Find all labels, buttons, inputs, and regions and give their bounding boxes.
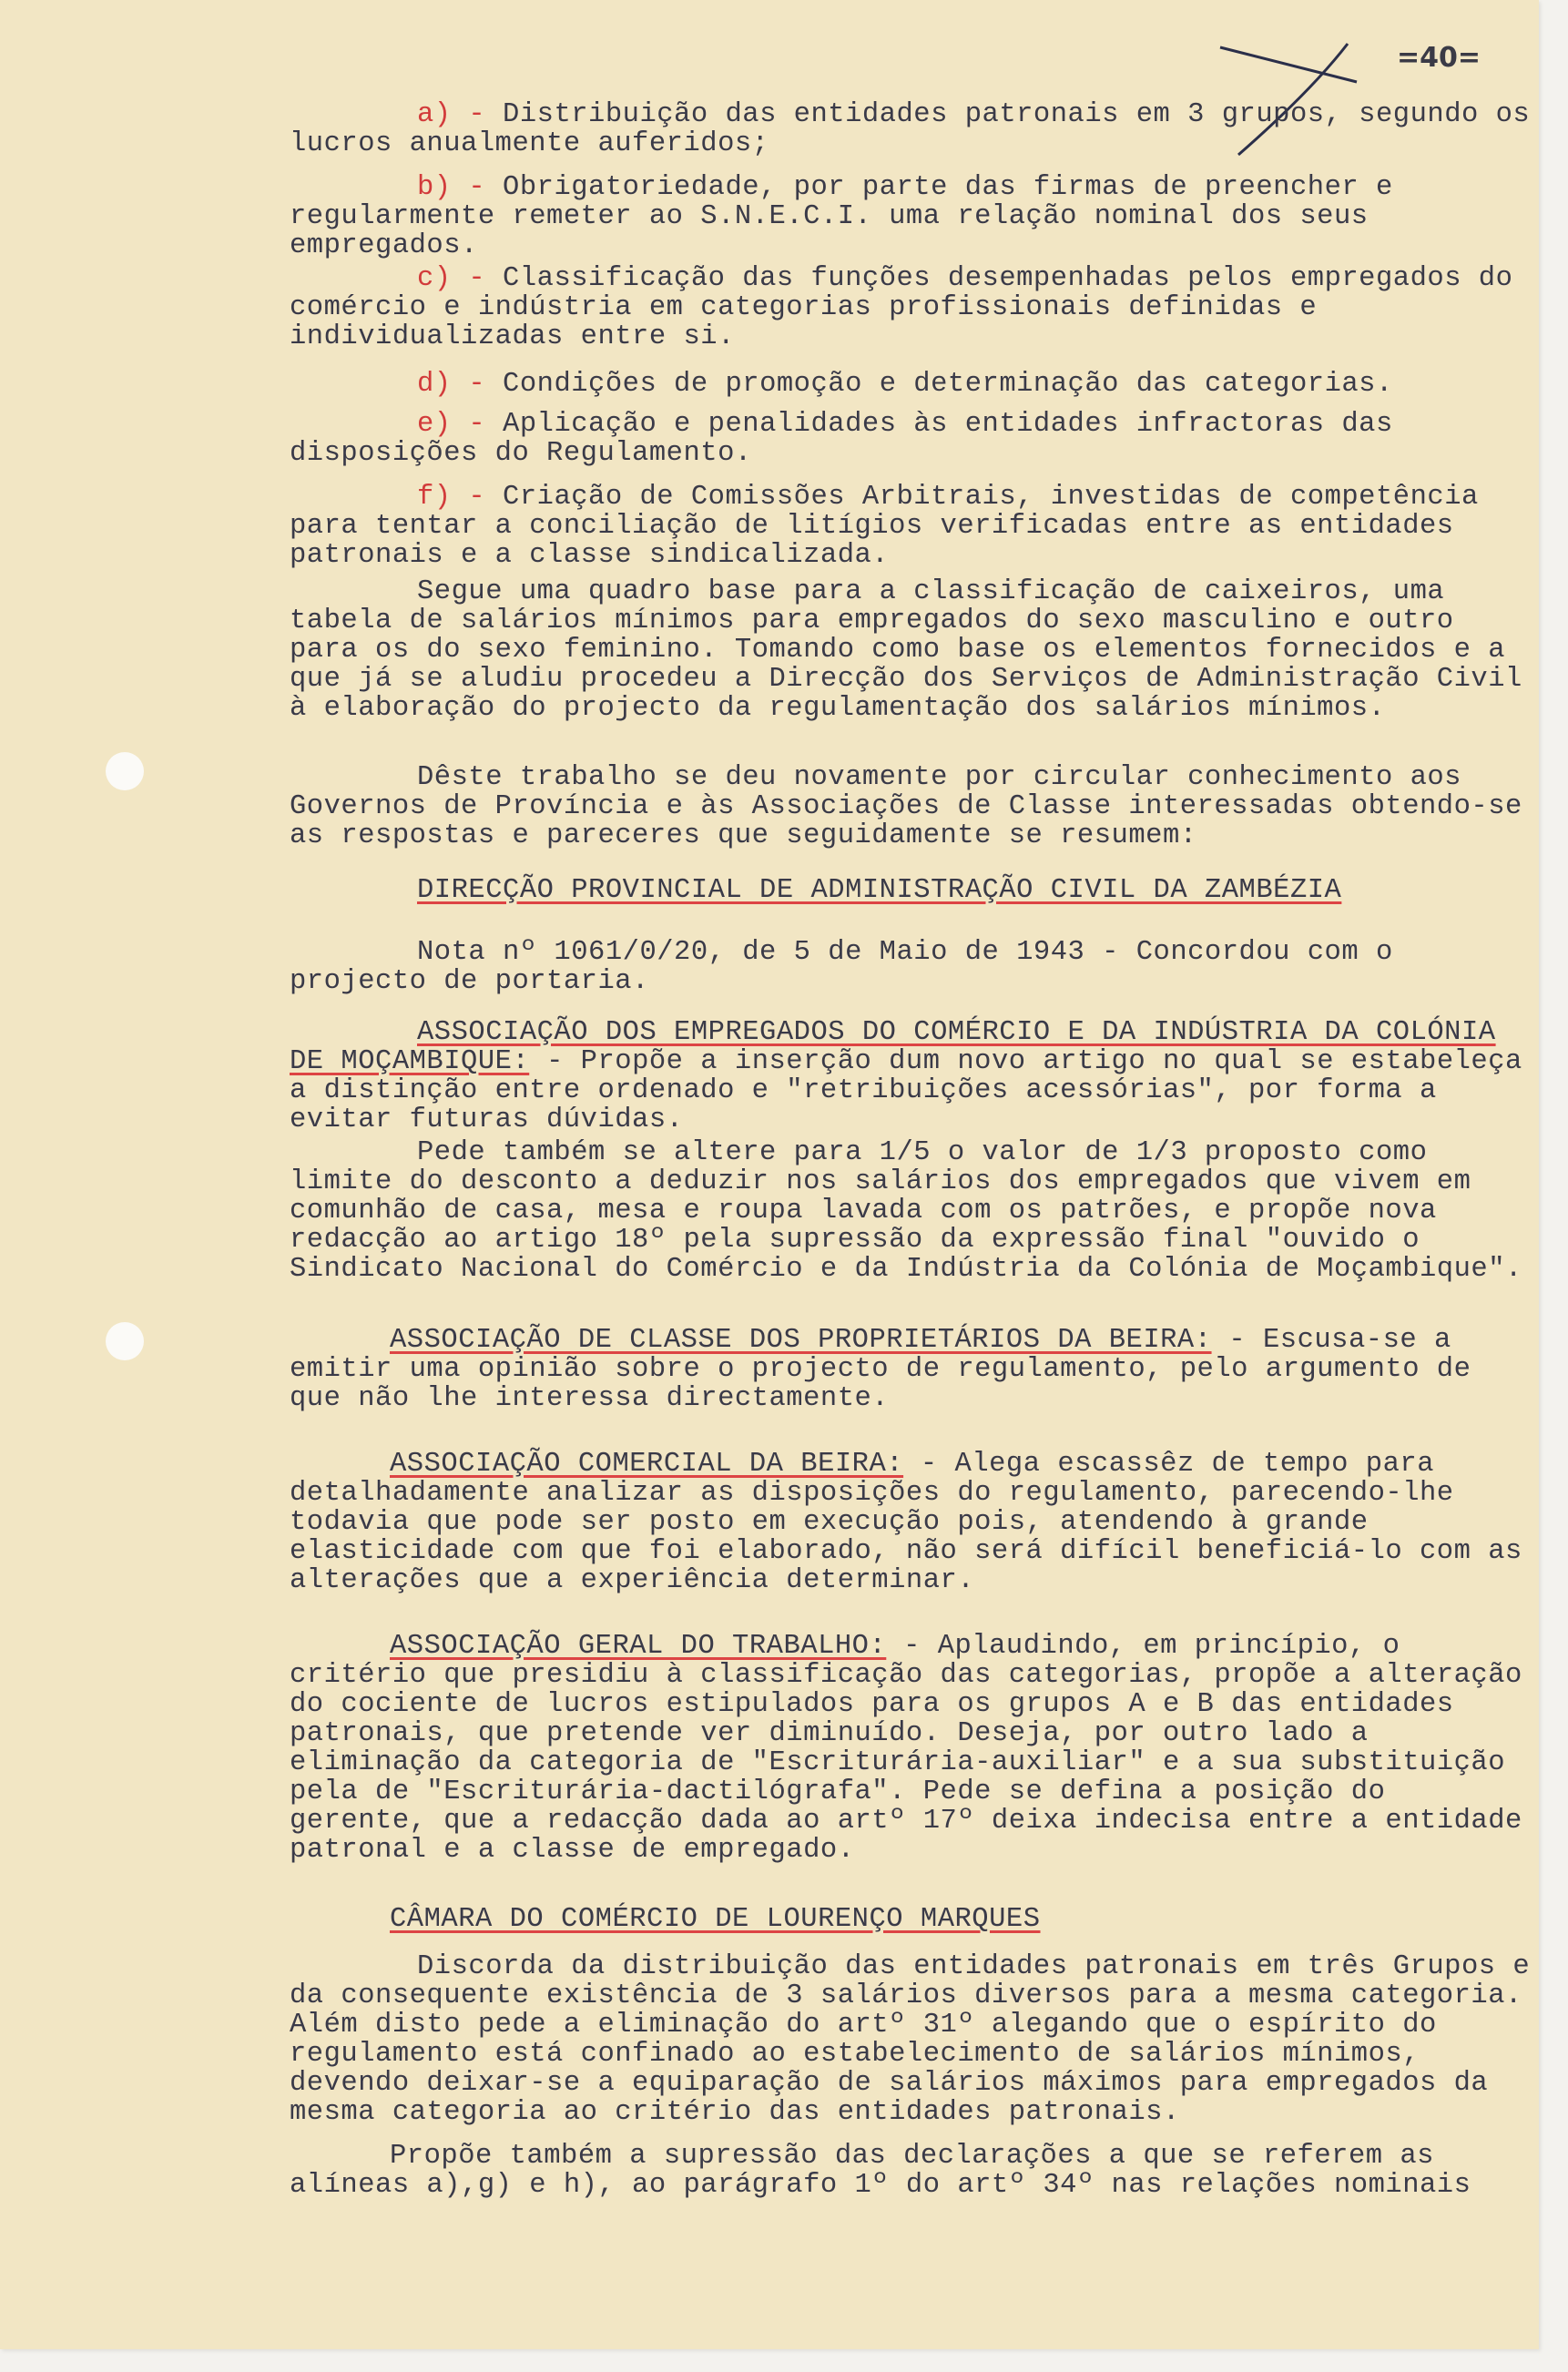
heading-geral: ASSOCIAÇÃO GERAL DO TRABALHO: [390, 1631, 887, 1662]
item-b [290, 173, 1537, 260]
item-f [290, 483, 1537, 570]
section-empregados [290, 1018, 1537, 1135]
item-a [290, 100, 1537, 158]
paragraph-segue: Segue uma quadro base para a classificação de caixeiros, uma tabela de salários mínimos para empregados do sexo masculino e outro para os do sexo feminino. Tomando como base os elementos fornecidos e a que já se aludiu procedeu a Direcção dos Serviços de Administração Civil à elaboração do projecto da regulamentação dos salários mínimos. [290, 576, 1522, 724]
item-a-text: Distribuição das entidades patronais em 3 grupos, segundo os lucros anualmente auferidos; [290, 99, 1531, 159]
punch-hole-top [106, 752, 144, 790]
section-geral [290, 1632, 1537, 1865]
punch-hole-bottom [106, 1322, 144, 1360]
heading-zambezia: DIRECÇÃO PROVINCIAL DE ADMINISTRAÇÃO CIVIL DA ZAMBÉZIA [417, 875, 1342, 906]
paragraph-nota: Nota nº 1061/0/20, de 5 de Maio de 1943 - Concordou com o projecto de portaria. [290, 937, 1393, 997]
heading-comercial: ASSOCIAÇÃO COMERCIAL DA BEIRA: [390, 1449, 904, 1480]
item-e-text: Aplicação e penalidades às entidades infractoras das disposições do Regulamento. [290, 409, 1393, 469]
item-c [290, 264, 1537, 351]
paragraph-comercial: - Alega escassêz de tempo para detalhadamente analizar as disposições do regulamento, parecendo-lhe todavia que pode ser posto em execução pois, atendendo à grande elasticidade com que foi elaborado, não será difícil beneficiá-lo com as alterações que a experiência determinar. [290, 1449, 1522, 1596]
item-f-text: Criação de Comissões Arbitrais, investidas de competência para tentar a conciliação de litígios verificadas entre as entidades patronais e a classe sindicalizada. [290, 482, 1479, 571]
section-comercial [290, 1450, 1537, 1595]
item-b-letter: b) - [417, 172, 486, 203]
paragraph-empregados: - Propõe a inserção dum novo artigo no qual se estabeleça a distinção entre ordenado e "retribuições acessórias", por forma a evitar futuras dúvidas. [290, 1046, 1522, 1135]
page-number: =40= [1397, 42, 1481, 74]
section-proprietarios [290, 1326, 1537, 1413]
item-a-letter: a) - [417, 99, 486, 130]
heading-camara: CÂMARA DO COMÉRCIO DE LOURENÇO MARQUES [390, 1904, 1041, 1935]
item-f-letter: f) - [417, 482, 486, 513]
paragraph-proprietarios: - Escusa-se a emitir uma opinião sobre o projecto de regulamento, pelo argumento de que não lhe interessa directamente. [290, 1325, 1471, 1414]
paragraph-propoe: Propõe também a supressão das declarações a que se referem as alíneas a),g) e h), ao parágrafo 1º do artº 34º nas relações nominais [290, 2141, 1471, 2201]
item-d-letter: d) - [417, 369, 486, 400]
item-c-letter: c) - [417, 263, 486, 294]
item-e [290, 410, 1537, 468]
item-d [290, 370, 1537, 399]
item-c-text: Classificação das funções desempenhadas pelos empregados do comércio e indústria em categorias profissionais definidas e individualizadas entre si. [290, 263, 1513, 352]
heading-proprietarios: ASSOCIAÇÃO DE CLASSE DOS PROPRIETÁRIOS DA BEIRA: [390, 1325, 1212, 1356]
paragraph-pede: Pede também se altere para 1/5 o valor de 1/3 proposto como limite do desconto a deduzir nos salários dos empregados que vivem em comunhão de casa, mesa e roupa lavada com os patrões, e propõe nova redacção ao artigo 18º pela supressão da expressão final "ouvido o Sindicato Nacional do Comércio e da Indústria da Colónia de Moçambique". [290, 1137, 1522, 1285]
paragraph-geral: - Aplaudindo, em princípio, o critério que presidiu à classificação das categorias, propõe a alteração do cociente de lucros estipulados para os grupos A e B das entidades patronais, que pretende ver diminuído. Deseja, por outro lado a eliminação da categoria de "Escriturária-auxiliar" e a sua substituição pela de "Escriturária-dactilógrafa". Pede se defina a posição do gerente, que a redacção dada ao artº 17º deixa indecisa entre a entidade patronal e a classe de empregado. [290, 1631, 1522, 1866]
item-e-letter: e) - [417, 409, 486, 440]
heading-empregados: ASSOCIAÇÃO DOS EMPREGADOS DO COMÉRCIO E DA INDÚSTRIA DA COLÓNIA DE MOÇAMBIQUE: [290, 1017, 1496, 1077]
paragraph-camara: Discorda da distribuição das entidades patronais em três Grupos e da consequente existência de 3 salários diversos para a mesma categoria. Além disto pede a eliminação do artº 31º alegando que o espírito do regulamento está confinado ao estabelecimento de salários mínimos, devendo deixar-se a equiparação de salários máximos para empregados da mesma categoria ao critério das entidades patronais. [290, 1951, 1531, 2128]
paragraph-deste: Dêste trabalho se deu novamente por circular conhecimento aos Governos de Província e às Associações de Classe interessadas obtendo-se as respostas e pareceres que seguidamente se resumem: [290, 762, 1522, 851]
item-b-text: Obrigatoriedade, por parte das firmas de preencher e regularmente remeter ao S.N.E.C.I. uma relação nominal dos seus empregados. [290, 172, 1393, 261]
item-d-text: Condições de promoção e determinação das categorias. [503, 369, 1393, 400]
